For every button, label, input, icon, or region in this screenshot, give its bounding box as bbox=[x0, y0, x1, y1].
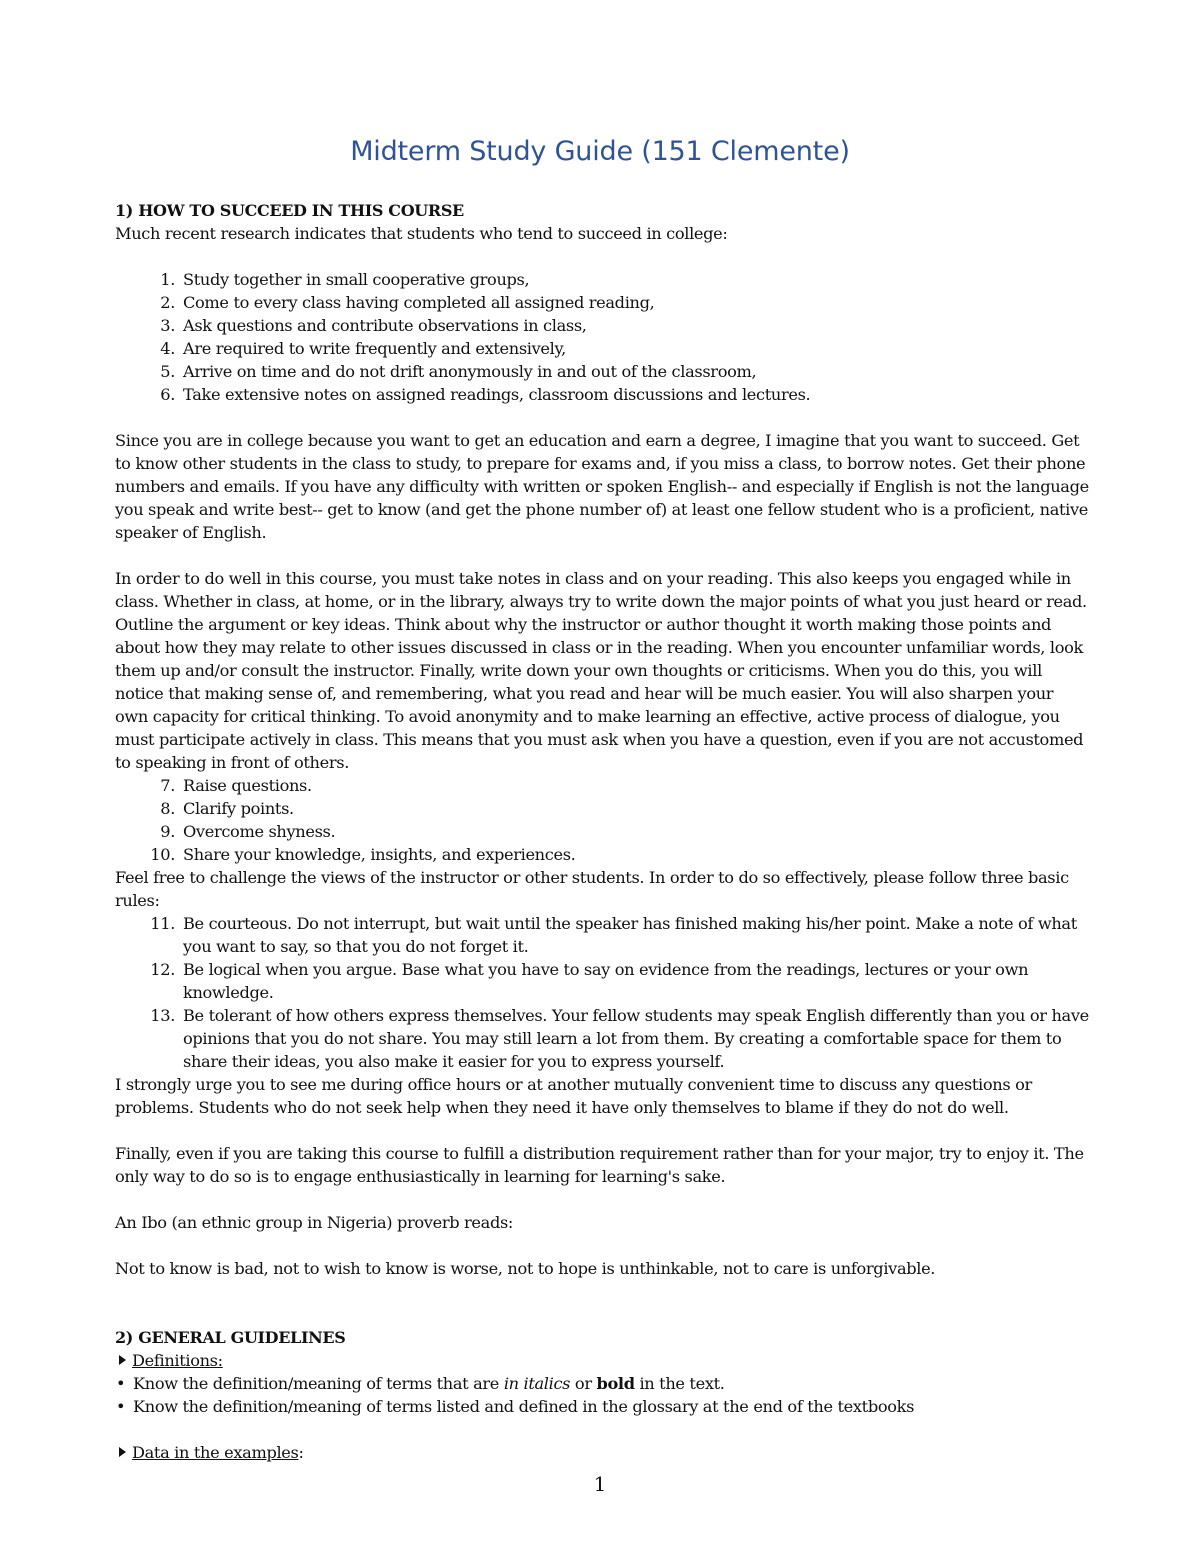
list-item bbox=[115, 1004, 1090, 1073]
list-item bbox=[115, 958, 1090, 1004]
list-text: Share your knowledge, insights, and experiences. bbox=[183, 845, 576, 864]
list-text: Clarify points. bbox=[183, 799, 294, 818]
list-number: 6. bbox=[160, 385, 175, 404]
data-label: Data in the examples bbox=[132, 1443, 299, 1462]
list-number: 8. bbox=[160, 799, 175, 818]
list-number: 4. bbox=[160, 339, 175, 358]
rules-list bbox=[115, 912, 1090, 1073]
bullet-text: Know the definition/meaning of terms that are bbox=[133, 1374, 504, 1393]
list-number: 1. bbox=[160, 270, 175, 289]
list-text: Be courteous. Do not interrupt, but wait until the speaker has finished making his/her point. Make a note of what you want to say, so that you do not forget it. bbox=[183, 914, 1077, 956]
list-item bbox=[115, 383, 1090, 406]
paragraph-rules-intro: Feel free to challenge the views of the instructor or other students. In order to do so effectively, please follow three basic rules: bbox=[115, 868, 1069, 910]
triangle-right-icon bbox=[119, 1447, 126, 1457]
list-item bbox=[115, 843, 1090, 866]
triangle-right-icon bbox=[119, 1355, 126, 1365]
section-2-heading: 2) GENERAL GUIDELINES bbox=[115, 1328, 346, 1347]
list-number: 10. bbox=[150, 845, 175, 864]
list-item bbox=[115, 774, 1090, 797]
list-item bbox=[115, 291, 1090, 314]
bullet-text: in the text. bbox=[634, 1374, 725, 1393]
bullet-icon: • bbox=[116, 1374, 126, 1393]
paragraph-proverb-intro: An Ibo (an ethnic group in Nigeria) proverb reads: bbox=[115, 1213, 514, 1232]
participation-list bbox=[115, 774, 1090, 866]
proverb: Not to know is bad, not to wish to know is worse, not to hope is unthinkable, not to care is unforgivable. bbox=[115, 1259, 936, 1278]
paragraph-enjoy: Finally, even if you are taking this course to fulfill a distribution requirement rather than for your major, try to enjoy it. The only way to do so is to engage enthusiastically in learning for learning's sake. bbox=[115, 1144, 1084, 1186]
page-number: 1 bbox=[593, 1472, 607, 1496]
list-item bbox=[115, 314, 1090, 337]
list-number: 3. bbox=[160, 316, 175, 335]
definitions-subheading bbox=[115, 1349, 1090, 1372]
list-text: Come to every class having completed all assigned reading, bbox=[183, 293, 655, 312]
list-number: 9. bbox=[160, 822, 175, 841]
section-1-heading: 1) HOW TO SUCCEED IN THIS COURSE bbox=[115, 201, 464, 220]
bullet-text: Know the definition/meaning of terms listed and defined in the glossary at the end of the textbooks bbox=[133, 1397, 915, 1416]
list-text: Be logical when you argue. Base what you have to say on evidence from the readings, lectures or your own knowledge. bbox=[183, 960, 1029, 1002]
bullet-item bbox=[115, 1372, 1090, 1395]
list-text: Overcome shyness. bbox=[183, 822, 336, 841]
italic-term: in italics bbox=[503, 1374, 571, 1393]
list-number: 13. bbox=[150, 1006, 175, 1025]
success-list bbox=[115, 268, 1090, 406]
list-text: Arrive on time and do not drift anonymously in and out of the classroom, bbox=[183, 362, 757, 381]
list-text: Be tolerant of how others express themselves. Your fellow students may speak English differently than you or have opinions that you do not share. You may still learn a lot from them. By creating a comfortable space for them to share their ideas, you also make it easier for you to express yourself. bbox=[183, 1006, 1089, 1071]
list-text: Are required to write frequently and extensively, bbox=[183, 339, 566, 358]
list-text: Ask questions and contribute observations in class, bbox=[183, 316, 587, 335]
list-item bbox=[115, 268, 1090, 291]
document-body bbox=[115, 199, 1090, 1464]
list-number: 5. bbox=[160, 362, 175, 381]
list-item bbox=[115, 337, 1090, 360]
list-text: Study together in small cooperative groups, bbox=[183, 270, 530, 289]
list-text: Raise questions. bbox=[183, 776, 312, 795]
paragraph-office-hours: I strongly urge you to see me during office hours or at another mutually convenient time to discuss any questions or problems. Students who do not seek help when they need it have only themselves to blame if they do not do well. bbox=[115, 1075, 1032, 1117]
paragraph-succeed: Since you are in college because you want to get an education and earn a degree, I imagine that you want to succeed. Get to know other students in the class to study, to prepare for exams and, if you miss a class, to borrow notes. Get their phone numbers and emails. If you have any difficulty with written or spoken English-- and especially if English is not the language you speak and write best-- get to know (and get the phone number of) at least one fellow student who is a proficient, native speaker of English. bbox=[115, 431, 1089, 542]
list-item bbox=[115, 360, 1090, 383]
section-1-intro: Much recent research indicates that students who tend to succeed in college: bbox=[115, 224, 728, 243]
bullet-icon: • bbox=[116, 1397, 126, 1416]
paragraph-notes: In order to do well in this course, you must take notes in class and on your reading. This also keeps you engaged while in class. Whether in class, at home, or in the library, always try to write down the major points of what you just heard or read. Outline the argument or key ideas. Think about why the instructor or author thought it worth making those points and about how they may relate to other issues discussed in class or in the reading. When you encounter unfamiliar words, look them up and/or consult the instructor. Finally, write down your own thoughts or criticisms. When you do this, you will notice that making sense of, and remembering, what you read and hear will be much easier. You will also sharpen your own capacity for critical thinking. To avoid anonymity and to make learning an effective, active process of dialogue, you must participate actively in class. This means that you must ask when you have a question, even if you are not accustomed to speaking in front of others. bbox=[115, 569, 1087, 772]
page-title: Midterm Study Guide (151 Clemente) bbox=[350, 136, 850, 167]
definitions-label: Definitions: bbox=[132, 1351, 223, 1370]
list-number: 11. bbox=[150, 914, 175, 933]
list-text: Take extensive notes on assigned readings, classroom discussions and lectures. bbox=[183, 385, 811, 404]
data-colon: : bbox=[298, 1443, 304, 1462]
data-subheading-underlined bbox=[115, 1443, 298, 1462]
list-item bbox=[115, 912, 1090, 958]
list-number: 2. bbox=[160, 293, 175, 312]
bullet-text: or bbox=[570, 1374, 597, 1393]
bullet-item bbox=[115, 1395, 1090, 1418]
bold-term: bold bbox=[596, 1374, 635, 1393]
list-item bbox=[115, 797, 1090, 820]
list-number: 12. bbox=[150, 960, 175, 979]
list-number: 7. bbox=[160, 776, 175, 795]
list-item bbox=[115, 820, 1090, 843]
data-subheading bbox=[115, 1441, 1090, 1464]
